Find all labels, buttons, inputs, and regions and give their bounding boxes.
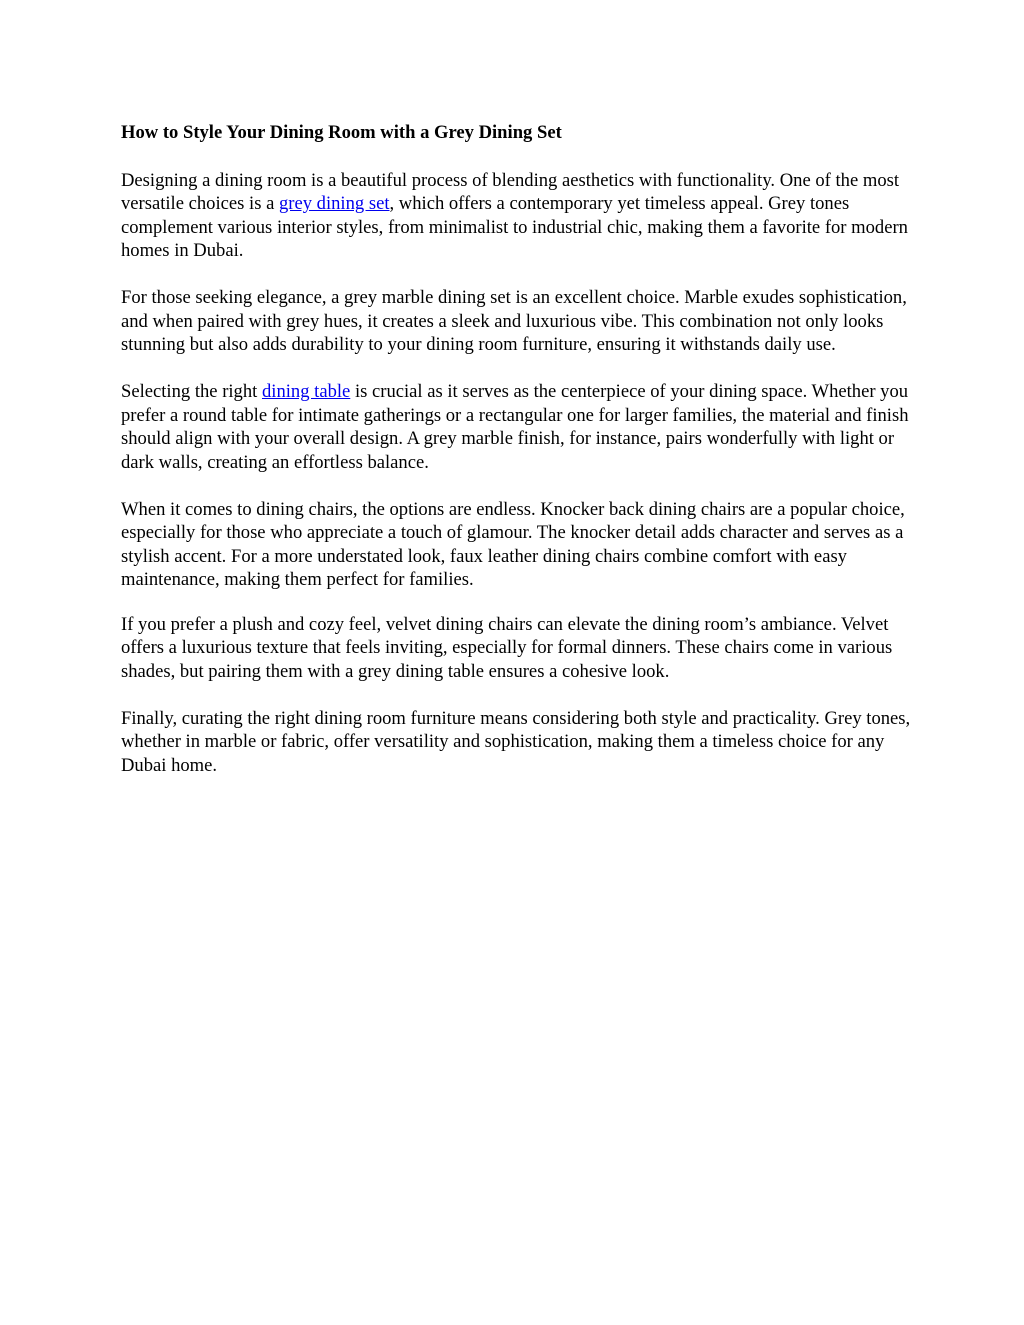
paragraph-3-text-before: Selecting the right — [121, 381, 262, 402]
document-title: How to Style Your Dining Room with a Grey Dining Set — [121, 122, 562, 143]
paragraph-4: When it comes to dining chairs, the options are endless. Knocker back dining chairs are a popular choice, especially for those who appreciate a touch of glamour. The knocker detail adds character and serves as a stylish accent. For a more understated look, faux leather dining chairs combine comfort with easy maintenance, making them perfect for families. — [121, 498, 905, 590]
paragraph-6: Finally, curating the right dining room furniture means considering both style and practicality. Grey tones, whether in marble or fabric, offer versatility and sophistication, making them a timeless choice for any Dubai home. — [121, 707, 911, 776]
paragraph-1 — [121, 169, 911, 263]
paragraph-3-text-after: is crucial as it serves as the centerpiece of your dining space. Whether you prefer a round table for intimate gatherings or a rectangular one for larger families, the material and finish should align with your overall design. A grey marble finish, for instance, pairs wonderfully with light or dark walls, creating an effortless balance. — [121, 381, 909, 473]
dining-table-link[interactable]: dining table — [261, 381, 351, 402]
paragraph-5: If you prefer a plush and cozy feel, velvet dining chairs can elevate the dining room’s ambiance. Velvet offers a luxurious texture that feels inviting, especially for formal dinners. These chairs come in various shades, but pairing them with a grey dining table ensures a cohesive look. — [121, 613, 893, 682]
paragraph-2: For those seeking elegance, a grey marble dining set is an excellent choice. Marble exudes sophistication, and when paired with grey hues, it creates a sleek and luxurious vibe. This combination not only looks stunning but also adds durability to your dining room furniture, ensuring it withstands daily use. — [121, 287, 907, 355]
document-page — [121, 121, 911, 801]
grey-dining-set-link[interactable]: grey dining set — [278, 193, 390, 214]
paragraph-3 — [121, 380, 911, 474]
paragraph-1-text-after: , which offers a contemporary yet timeless appeal. Grey tones complement various interior styles, from minimalist to industrial chic, making them a favorite for modern homes in Dubai. — [121, 193, 908, 261]
paragraph-1-text-before: Designing a dining room is a beautiful process of blending aesthetics with functionality. One of the most versatile choices is a — [121, 169, 900, 214]
